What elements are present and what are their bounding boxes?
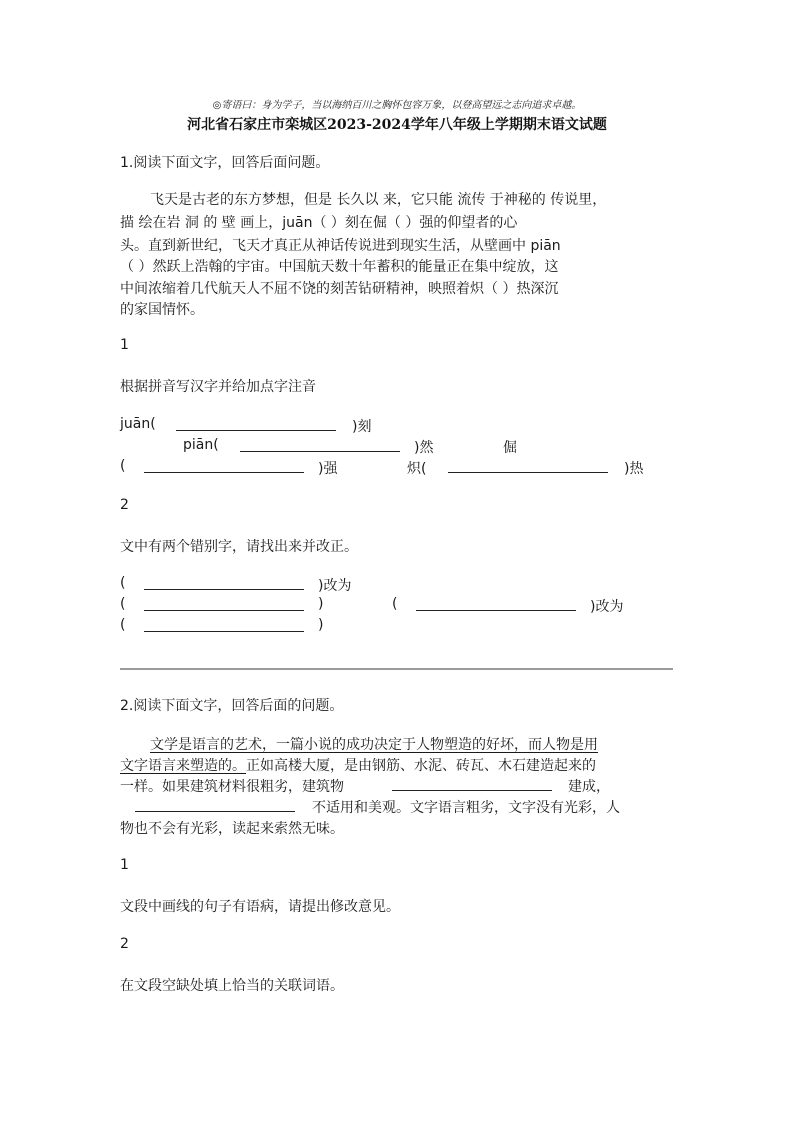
question-1-prompt: 1.阅读下面文字，回答后面问题。 xyxy=(120,155,330,171)
answer-blank-jue[interactable] xyxy=(144,458,304,473)
correct-char-1-close: ) xyxy=(318,596,324,612)
section-divider xyxy=(120,668,673,670)
q1-sub2-number: 2 xyxy=(120,497,129,513)
q2-passage-line-3b: 建成， xyxy=(568,779,610,795)
q2-passage-line-2 xyxy=(120,755,596,775)
answer-blank-conjunction-2[interactable] xyxy=(135,797,295,812)
q2-passage-line-4: 不适用和美观。文字语言粗劣，文字没有光彩，人 xyxy=(312,800,620,816)
answer-blank-correct-char-1[interactable] xyxy=(144,596,304,611)
q2-passage-line-2-rest: 正如高楼大厦，是由钢筋、水泥、砖瓦、木石建造起来的 xyxy=(246,758,596,774)
q1-passage-line-5: 中间浓缩着几代航天人不屈不饶的刻苦钻研精神，映照着炽（ ）热深沉 xyxy=(120,281,559,297)
wrong-char-1-open: ( xyxy=(120,575,126,591)
q2-passage-line-3a: 一样。如果建筑材料很粗劣，建筑物 xyxy=(120,779,344,795)
question-2-prompt: 2.阅读下面文字，回答后面的问题。 xyxy=(120,698,344,714)
chi-prefix: 炽( xyxy=(407,461,427,477)
page-title: 河北省石家庄市栾城区2023-2024学年八年级上学期期末语文试题 xyxy=(187,117,607,133)
answer-blank-juan[interactable] xyxy=(176,416,336,431)
correct-char-1-open: ( xyxy=(120,596,126,612)
q2-sub2-number: 2 xyxy=(120,936,129,952)
wrong-char-2-change-to: )改为 xyxy=(590,599,624,615)
q2-sub1-number: 1 xyxy=(120,857,129,873)
qiang-prefix: ( xyxy=(120,458,126,474)
wrong-char-1-change-to: )改为 xyxy=(318,578,352,594)
q2-passage-line-5: 物也不会有光彩，读起来索然无味。 xyxy=(120,821,344,837)
qiang-suffix: )强 xyxy=(318,461,338,477)
pian-suffix: )然 xyxy=(414,440,434,456)
q2-passage-underlined-2: 文字语言来塑造的。 xyxy=(120,758,246,774)
q2-sub1-instruction: 文段中画线的句子有语病，请提出修改意见。 xyxy=(120,899,400,915)
q2-sub2-instruction: 在文段空缺处填上恰当的关联词语。 xyxy=(120,978,344,994)
motto: ◎寄语曰：身为学子，当以海纳百川之胸怀包容万象，以登高望远之志向追求卓越。 xyxy=(212,100,582,111)
answer-blank-wrong-char-1[interactable] xyxy=(144,575,304,590)
q1-passage-line-1: 飞天是古老的东方梦想，但是 长久以 来，它只能 流传 于神秘的 传说里， xyxy=(150,192,607,208)
answer-blank-chi[interactable] xyxy=(448,458,608,473)
q1-sub2-instruction: 文中有两个错别字，请找出来并改正。 xyxy=(120,539,358,555)
q2-passage-underlined-1: 文学是语言的艺术，一篇小说的成功决定于人物塑造的好坏，而人物是用 xyxy=(150,737,598,753)
answer-blank-conjunction-1[interactable] xyxy=(392,776,552,791)
q1-passage-line-6: 的家国情怀。 xyxy=(120,302,204,318)
answer-blank-wrong-char-2[interactable] xyxy=(416,596,576,611)
correct-char-2-close: ) xyxy=(318,617,324,633)
q1-sub1-number: 1 xyxy=(120,337,129,353)
chi-suffix: )热 xyxy=(624,461,644,477)
wrong-char-2-open: ( xyxy=(392,596,398,612)
juan-suffix: )刻 xyxy=(352,419,372,435)
jue-character: 倔 xyxy=(503,440,517,456)
q1-passage-line-3: 头。直到新世纪，飞天才真正从神话传说进到现实生活，从壁画中 piān xyxy=(120,238,561,254)
q1-sub1-instruction: 根据拼音写汉字并给加点字注音 xyxy=(120,379,316,395)
answer-blank-pian[interactable] xyxy=(240,437,400,452)
q1-passage-line-4: （ ）然跃上浩翰的宇宙。中国航天数十年蓄积的能量正在集中绽放，这 xyxy=(120,259,559,275)
juan-prefix: juān( xyxy=(120,416,156,432)
pian-prefix: piān( xyxy=(183,437,219,453)
correct-char-2-open: ( xyxy=(120,617,126,633)
q1-passage-line-2: 描 绘在岩 洞 的 壁 画上，juān（ ）刻在倔（ ）强的仰望者的心 xyxy=(120,215,518,231)
answer-blank-correct-char-2[interactable] xyxy=(144,617,304,632)
